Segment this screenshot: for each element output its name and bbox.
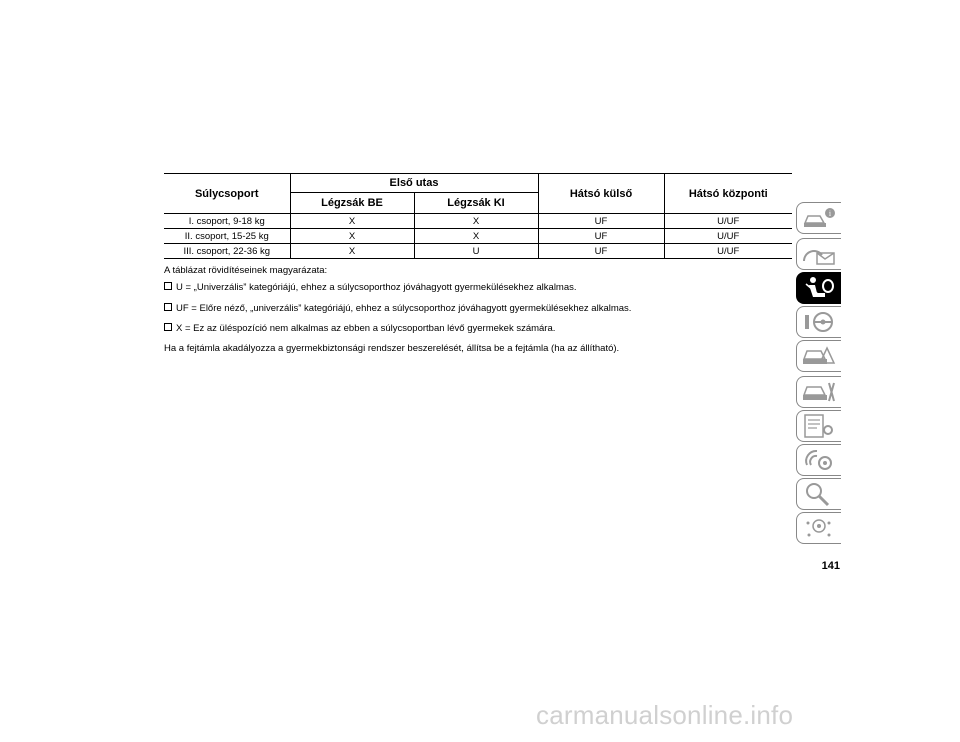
table-cell: X [290, 214, 414, 229]
side-tab-car-info[interactable] [796, 202, 841, 234]
header-front-passenger: Első utas [290, 174, 538, 193]
page-number: 141 [821, 560, 840, 572]
side-tab-multimedia[interactable] [796, 444, 841, 476]
note-bullet [164, 303, 631, 314]
square-bullet-icon [164, 323, 172, 331]
car-service-icon [801, 379, 837, 405]
side-tab-safety[interactable] [796, 272, 841, 304]
note-text: UF = Előre néző, „univerzális” kategóriájú, ehhez a súlycsoporthoz jóváhagyott gyermekülésekhez alkalmas. [176, 303, 632, 314]
table-cell: U/UF [664, 214, 792, 229]
child-seat-table [164, 173, 792, 259]
side-tab-emergency[interactable] [796, 340, 841, 372]
table-cell: X [290, 229, 414, 244]
note-bullet [164, 282, 577, 293]
note-text: X = Ez az üléspozíció nem alkalmas az ebben a súlycsoportban lévő gyermekek számára. [176, 323, 556, 334]
header-rear-outer: Hátsó külső [538, 174, 664, 214]
headrest-note: Ha a fejtámla akadályozza a gyermekbiztonsági rendszer beszerelését, állítsa be a fejtámla (ha az állítható). [164, 343, 620, 354]
header-rear-center: Hátsó központi [664, 174, 792, 214]
header-airbag-off: Légzsák KI [414, 193, 538, 214]
table-cell: X [290, 244, 414, 259]
header-airbag-on: Légzsák BE [290, 193, 414, 214]
dashboard-message-icon [801, 241, 837, 267]
table-cell: U/UF [664, 244, 792, 259]
note-bullet [164, 323, 555, 334]
table-cell: I. csoport, 9-18 kg [164, 214, 290, 229]
note-text: U = „Univerzális” kategóriájú, ehhez a súlycsoporthoz jóváhagyott gyermekülésekhez alkalmas. [176, 282, 577, 293]
table-cell: X [414, 229, 538, 244]
side-tab-starting[interactable] [796, 306, 841, 338]
table-cell: UF [538, 229, 664, 244]
seat-airbag-icon [801, 275, 837, 301]
car-emergency-icon [801, 343, 837, 369]
steering-start-icon [801, 309, 837, 335]
side-tab-search[interactable] [796, 478, 841, 510]
side-tab-dashboard[interactable] [796, 238, 841, 270]
table-cell: U [414, 244, 538, 259]
side-tab-index[interactable] [796, 512, 841, 544]
table-cell: X [414, 214, 538, 229]
svg-text:i: i [828, 209, 832, 218]
multimedia-icon [801, 447, 837, 473]
search-icon [801, 481, 837, 507]
table-cell: II. csoport, 15-25 kg [164, 229, 290, 244]
table-cell: U/UF [664, 229, 792, 244]
table-cell: UF [538, 244, 664, 259]
square-bullet-icon [164, 282, 172, 290]
table-row [164, 214, 792, 229]
notes-intro: A táblázat rövidítéseinek magyarázata: [164, 265, 328, 276]
table-cell: UF [538, 214, 664, 229]
header-weight-group: Súlycsoport [164, 174, 290, 214]
language-index-icon [801, 515, 837, 541]
side-tab-service[interactable] [796, 376, 841, 408]
table-row [164, 229, 792, 244]
side-tab-specs[interactable] [796, 410, 841, 442]
square-bullet-icon [164, 303, 172, 311]
table-row [164, 244, 792, 259]
table-cell: III. csoport, 22-36 kg [164, 244, 290, 259]
technical-specs-icon [801, 413, 837, 439]
watermark: carmanualsonline.info [536, 700, 794, 730]
car-info-icon [801, 205, 837, 231]
